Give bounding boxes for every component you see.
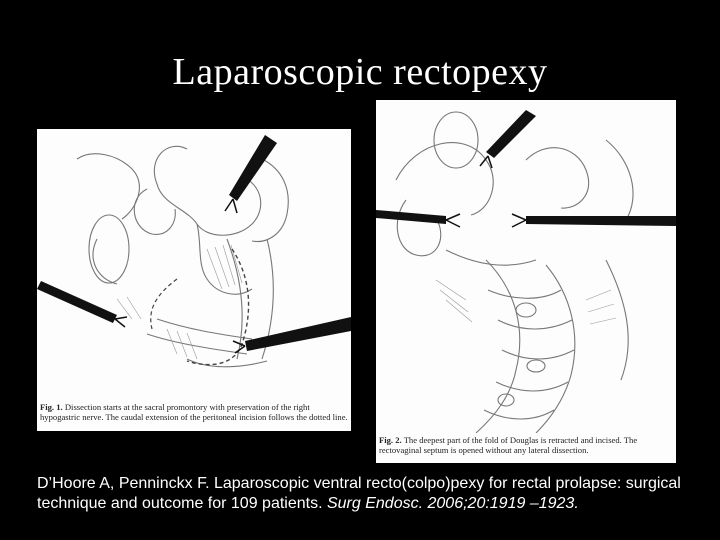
figure-1-label: Fig. 1.: [40, 402, 63, 412]
citation-reference: [37, 474, 687, 514]
reference-journal: Surg Endosc.: [326, 495, 424, 512]
figure-1-caption: [40, 402, 348, 422]
figure-1-illustration: [37, 129, 351, 401]
figure-2-caption: [379, 435, 673, 455]
figure-2: [376, 100, 676, 463]
reference-text: D’Hoore A, Penninckx F. Laparoscopic ventral recto(colpo)pexy for rectal prolapse: surgical technique and outcome for 109 patients.: [37, 475, 681, 512]
figure-1-caption-text: Dissection starts at the sacral promontory with preservation of the right hypogastric nerve. The caudal extension of the peritoneal incision follows the dotted line.: [40, 402, 348, 422]
figure-2-illustration: [376, 100, 676, 433]
figure-2-caption-text: The deepest part of the fold of Douglas is retracted and incised. The rectovaginal septum is opened without any lateral dissection.: [379, 435, 638, 455]
figure-2-label: Fig. 2.: [379, 435, 402, 445]
slide-title: Laparoscopic rectopexy: [172, 51, 548, 93]
figure-1: [37, 129, 351, 431]
reference-citation: 2006;20:1919 –1923.: [427, 495, 579, 512]
